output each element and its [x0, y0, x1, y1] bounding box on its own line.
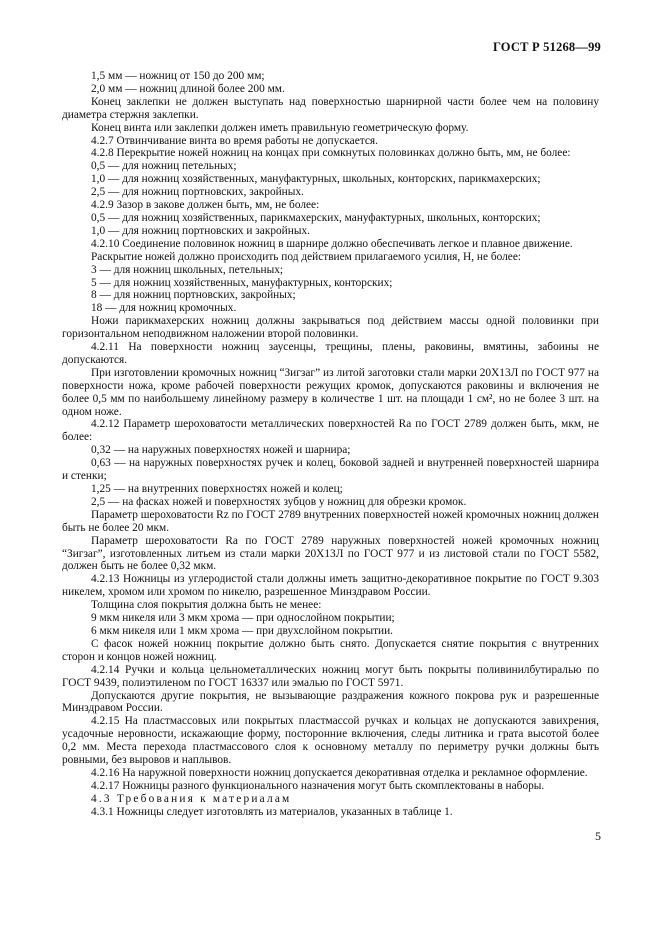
paragraph: 8 — для ножниц портновских, закройных;: [91, 289, 296, 302]
paragraph: 4.2.9 Зазор в закове должен быть, мм, не более:: [91, 199, 320, 212]
paragraph: 1,0 — для ножниц портновских и закройных.: [91, 224, 310, 237]
document-body: [62, 70, 599, 819]
paragraph: 1,0 — для ножниц хозяйственных, мануфактурных, школьных, конторских, парикмахерских;: [91, 173, 541, 186]
paragraph: 4.2.10 Соединение половинок ножниц в шарнире должно обеспечивать легкое и плавное движение.: [91, 237, 573, 250]
paragraph: 4.2.8 Перекрытие ножей ножниц на концах при сомкнутых половинках должно быть, мм, не более:: [91, 147, 571, 160]
paragraph: Раскрытие ножей должно происходить под действием прилагаемого усилия, Н, не более:: [91, 250, 522, 263]
page-number: 5: [595, 829, 601, 843]
paragraph: 0,5 — для ножниц хозяйственных, парикмахерских, мануфактурных, школьных, конторских;: [91, 211, 541, 224]
paragraph: 4.2.17 Ножницы разного функционального назначения могут быть скомплектованы в наборы.: [91, 779, 545, 792]
paragraph: 3 — для ножниц школьных, петельных;: [91, 263, 284, 276]
paragraph: 4.2.12 Параметр шероховатости металлических поверхностей Ra по ГОСТ 2789 должен быть, мкм, не более:: [62, 418, 599, 444]
paragraph: 4.2.16 На наружной поверхности ножниц допускается декоративная отделка и рекламное оформление.: [91, 766, 588, 779]
paragraph: 6 мкм никеля или 1 мкм хрома — при двухслойном покрытии.: [91, 624, 393, 637]
document-header-standard: ГОСТ Р 51268—99: [492, 40, 601, 54]
paragraph: 0,5 — для ножниц петельных;: [91, 160, 237, 173]
paragraph: 4.2.15 На пластмассовых или покрытых пластмассой ручках и кольцах не допускаются завихрения, усадочные неровности, искажающие форму, посторонние включения, следы литника и грата высотой более 0,2 мм. Места перехода пластмассового слоя к основному металлу по периметру ручки должны быть ровными, без выровов и наплывов.: [62, 715, 599, 767]
paragraph: 1,5 мм — ножниц от 150 до 200 мм;: [91, 70, 265, 82]
paragraph: Параметр шероховатости Ra по ГОСТ 2789 наружных поверхностей ножей кромочных ножниц “Зигзаг”, изготовленных литьем из стали марки 20Х13Л по ГОСТ 977 и из листовой стали по ГОСТ 5582, должен быть не более 0,32 мкм.: [62, 534, 599, 573]
paragraph: Ножи парикмахерских ножниц должны закрываться под действием массы одной половинки при горизонтальном неподвижном наложении второй половинки.: [62, 315, 599, 341]
paragraph: Конец винта или заклепки должен иметь правильную геометрическую форму.: [91, 121, 469, 134]
paragraph: Толщина слоя покрытия должна быть не менее:: [91, 599, 322, 612]
paragraph: С фасок ножей ножниц покрытие должно быть снято. Допускается снятие покрытия с внутренних сторон и концов ножей ножниц.: [62, 637, 599, 663]
paragraph: 1,25 — на внутренних поверхностях ножей и колец;: [91, 483, 343, 495]
paragraph: 4.2.11 На поверхности ножниц заусенцы, трещины, плены, раковины, вмятины, забоины не допускаются.: [62, 341, 599, 366]
paragraph: 0,63 — на наружных поверхностях ручек и колец, боковой задней и внутренней поверхностей шарнира и стенки;: [62, 457, 599, 483]
paragraph: При изготовлении кромочных ножниц “Зигзаг” из литой заготовки стали марки 20Х13Л по ГОСТ 977 на поверхности ножа, кроме рабочей поверхности режущих кромок, допускаются раковины и включения не более 0,5 мм по наибольшему линейному размеру в количестве 1 шт. на площади 1 см², но не более 3 шт. на одном ноже.: [62, 366, 599, 418]
paragraph: 4.2.13 Ножницы из углеродистой стали должны иметь защитно-декоративное покрытие по ГОСТ 9.303 никелем, хромом или хромом по никелю, разрешенное Минздравом России.: [62, 573, 599, 599]
paragraph: 9 мкм никеля или 3 мкм хрома — при однослойном покрытии;: [91, 612, 395, 625]
paragraph: 2,5 — для ножниц портновских, закройных.: [91, 186, 304, 199]
paragraph: 4.2.14 Ручки и кольца цельнометаллических ножниц могут быть покрыты поливинилбутиралью по ГОСТ 9439, полиэтиленом по ГОСТ 16337 или эмалью по ГОСТ 5971.: [62, 663, 599, 689]
section-heading: 4.3 Требования к материалам: [91, 792, 292, 805]
paragraph: 2,0 мм — ножниц длиной более 200 мм.: [91, 82, 285, 95]
paragraph: 18 — для ножниц кромочных.: [91, 302, 237, 315]
paragraph: Допускаются другие покрытия, не вызывающие раздражения кожного покрова рук и разрешенные Минздравом России.: [62, 689, 599, 715]
paragraph: Параметр шероховатости Rz по ГОСТ 2789 внутренних поверхностей ножей кромочных ножниц должен быть не более 20 мкм.: [62, 508, 599, 534]
paragraph: 4.2.7 Отвинчивание винта во время работы не допускается.: [91, 134, 378, 147]
paragraph: 2,5 — на фасках ножей и поверхностях зубцов у ножниц для обрезки кромок.: [91, 495, 467, 508]
paragraph: 4.3.1 Ножницы следует изготовлять из материалов, указанных в таблице 1.: [91, 805, 453, 818]
paragraph: 5 — для ножниц хозяйственных, мануфактурных, конторских;: [91, 276, 393, 289]
paragraph: 0,32 — на наружных поверхностях ножей и шарнира;: [91, 444, 351, 457]
paragraph: Конец заклепки не должен выступать над поверхностью шарнирной части более чем на половину диаметра стержня заклепки.: [62, 95, 599, 121]
